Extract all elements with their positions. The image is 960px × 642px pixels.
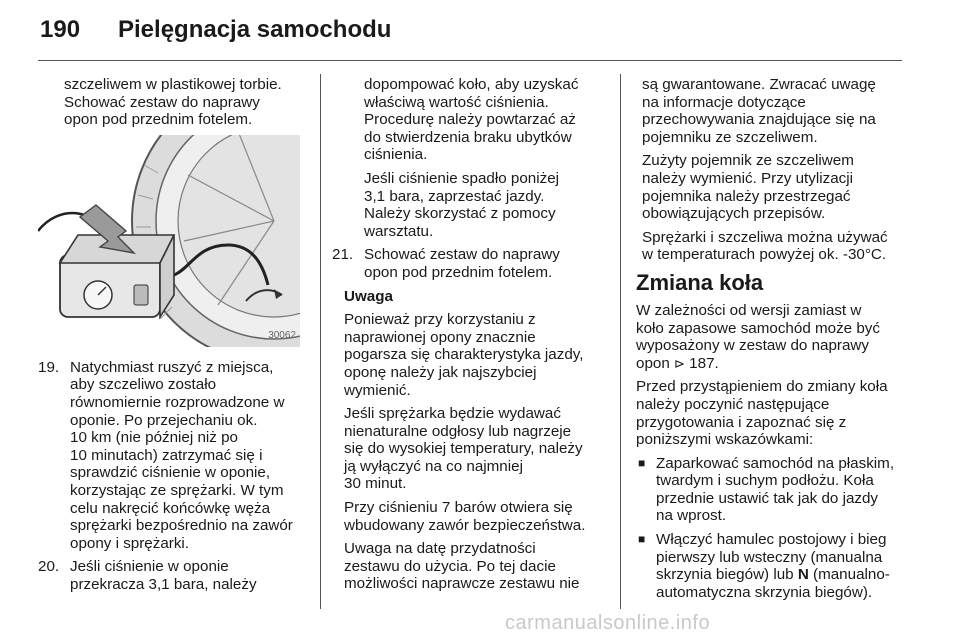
column-divider-2 [620,74,621,609]
temperature-paragraph: Sprężarki i szczeliwa można używać w temperaturach powyżej ok. -30°C. [642,228,888,264]
intro-paragraph: szczeliwem w plastikowej torbie. Schować zestaw do naprawy opon pod przednim fotelem. [64,76,282,129]
header-rule [38,60,902,61]
step-21: 21. Schować zestaw do naprawy opon pod przednim fotelem. [332,246,560,281]
step-number: 20. [38,558,60,576]
compressor-illustration [38,135,300,347]
gear-letter: N [797,566,809,584]
step-number: 19. [38,358,60,376]
column-3 [636,76,926,607]
bullet-square-icon: ■ [638,455,646,470]
compressor-tire-drawing [38,135,300,347]
page-reference[interactable]: 187. [689,354,719,372]
bullet-square-icon: ■ [638,532,646,547]
page-reference-icon: ⊳ [674,355,685,371]
column-2 [332,76,612,599]
bullet-park: ■ Zaparkować samochód na płaskim, twardym i suchym podłożu. Koła przednie ustawić tak jak do jazdy na wprost. [638,454,895,525]
note-block [332,288,612,594]
step-19: 19. Natychmiast ruszyć z miejsca, aby szczeliwo zostało równomiernie rozprowadzone w oponie. Po przejechaniu ok. 10 km (nie później niż po 10 minutach) zatrzymać się i sprawdzić ciśnienie w oponie, korzystając ze sprężarki. W tym celu nakręcić końcówkę węża sprężarki bezpośrednio na zawór opony i sprężarki. [38,358,293,552]
figure-code: 30062 [268,330,296,342]
page-title: Pielęgnacja samochodu [118,16,392,43]
preparation-paragraph: Przed przystąpieniem do zmiany koła należy poczynić następujące przygotowania i zapoznać się z poniższymi wskazówkami: [636,378,888,449]
step-number: 21. [332,246,354,264]
note-paragraph-2: Jeśli sprężarka będzie wydawać nienaturalne odgłosy lub nagrzeje się do wysokiej temperatury, należy ją wyłączyć na co najmniej 30 minut. [344,405,583,493]
page-number: 190 [40,16,81,43]
note-continued: są gwarantowane. Zwracać uwagę na informacje dotyczące przechowywania znajdujące się na pojemniku ze szczeliwem. [642,76,876,146]
note-paragraph-1: Ponieważ przy korzystaniu z naprawionej opony znacznie pogarsza się charakterystyka jazdy, oponę należy jak najszybciej wymienić. [344,311,584,399]
step-20: 20. Jeśli ciśnienie w oponie przekracza 3,1 bara, należy [38,558,257,593]
page-header [0,0,960,60]
step-20-warning: Jeśli ciśnienie spadło poniżej 3,1 bara, zaprzestać jazdy. Należy skorzystać z pomocy warsztatu. [364,169,560,240]
footer-watermark: carmanualsonline.info [505,612,711,634]
section-title-wheel-change: Zmiana koła [636,269,764,295]
column-1 [38,76,310,600]
wheel-change-intro: W zależności od wersji zamiast w koło zapasowe samochód może być wyposażony w zestaw do naprawy opon ⊳ 187. [636,301,880,372]
bullet-handbrake: ■ Włączyć hamulec postojowy i bieg pierwszy lub wsteczny (manualna skrzynia biegów) lub N (manualno- automatyczna skrzynia biegów). [638,531,890,601]
note-paragraph-4: Uwaga na datę przydatności zestawu do użycia. Po tej dacie możliwości naprawcze zestawu nie [344,540,580,593]
note-paragraph-3: Przy ciśnieniu 7 barów otwiera się wbudowany zawór bezpieczeństwa. [344,499,586,534]
column-divider-1 [320,74,321,609]
note-title: Uwaga [344,287,393,305]
step-20-continued: dopompować koło, aby uzyskać właściwą wartość ciśnienia. Procedurę należy powtarzać aż do stwierdzenia braku ubytków ciśnienia. [364,76,579,164]
disposal-paragraph: Zużyty pojemnik ze szczeliwem należy wymienić. Przy utylizacji pojemnika należy przestrzegać obowiązujących przepisów. [642,152,854,223]
